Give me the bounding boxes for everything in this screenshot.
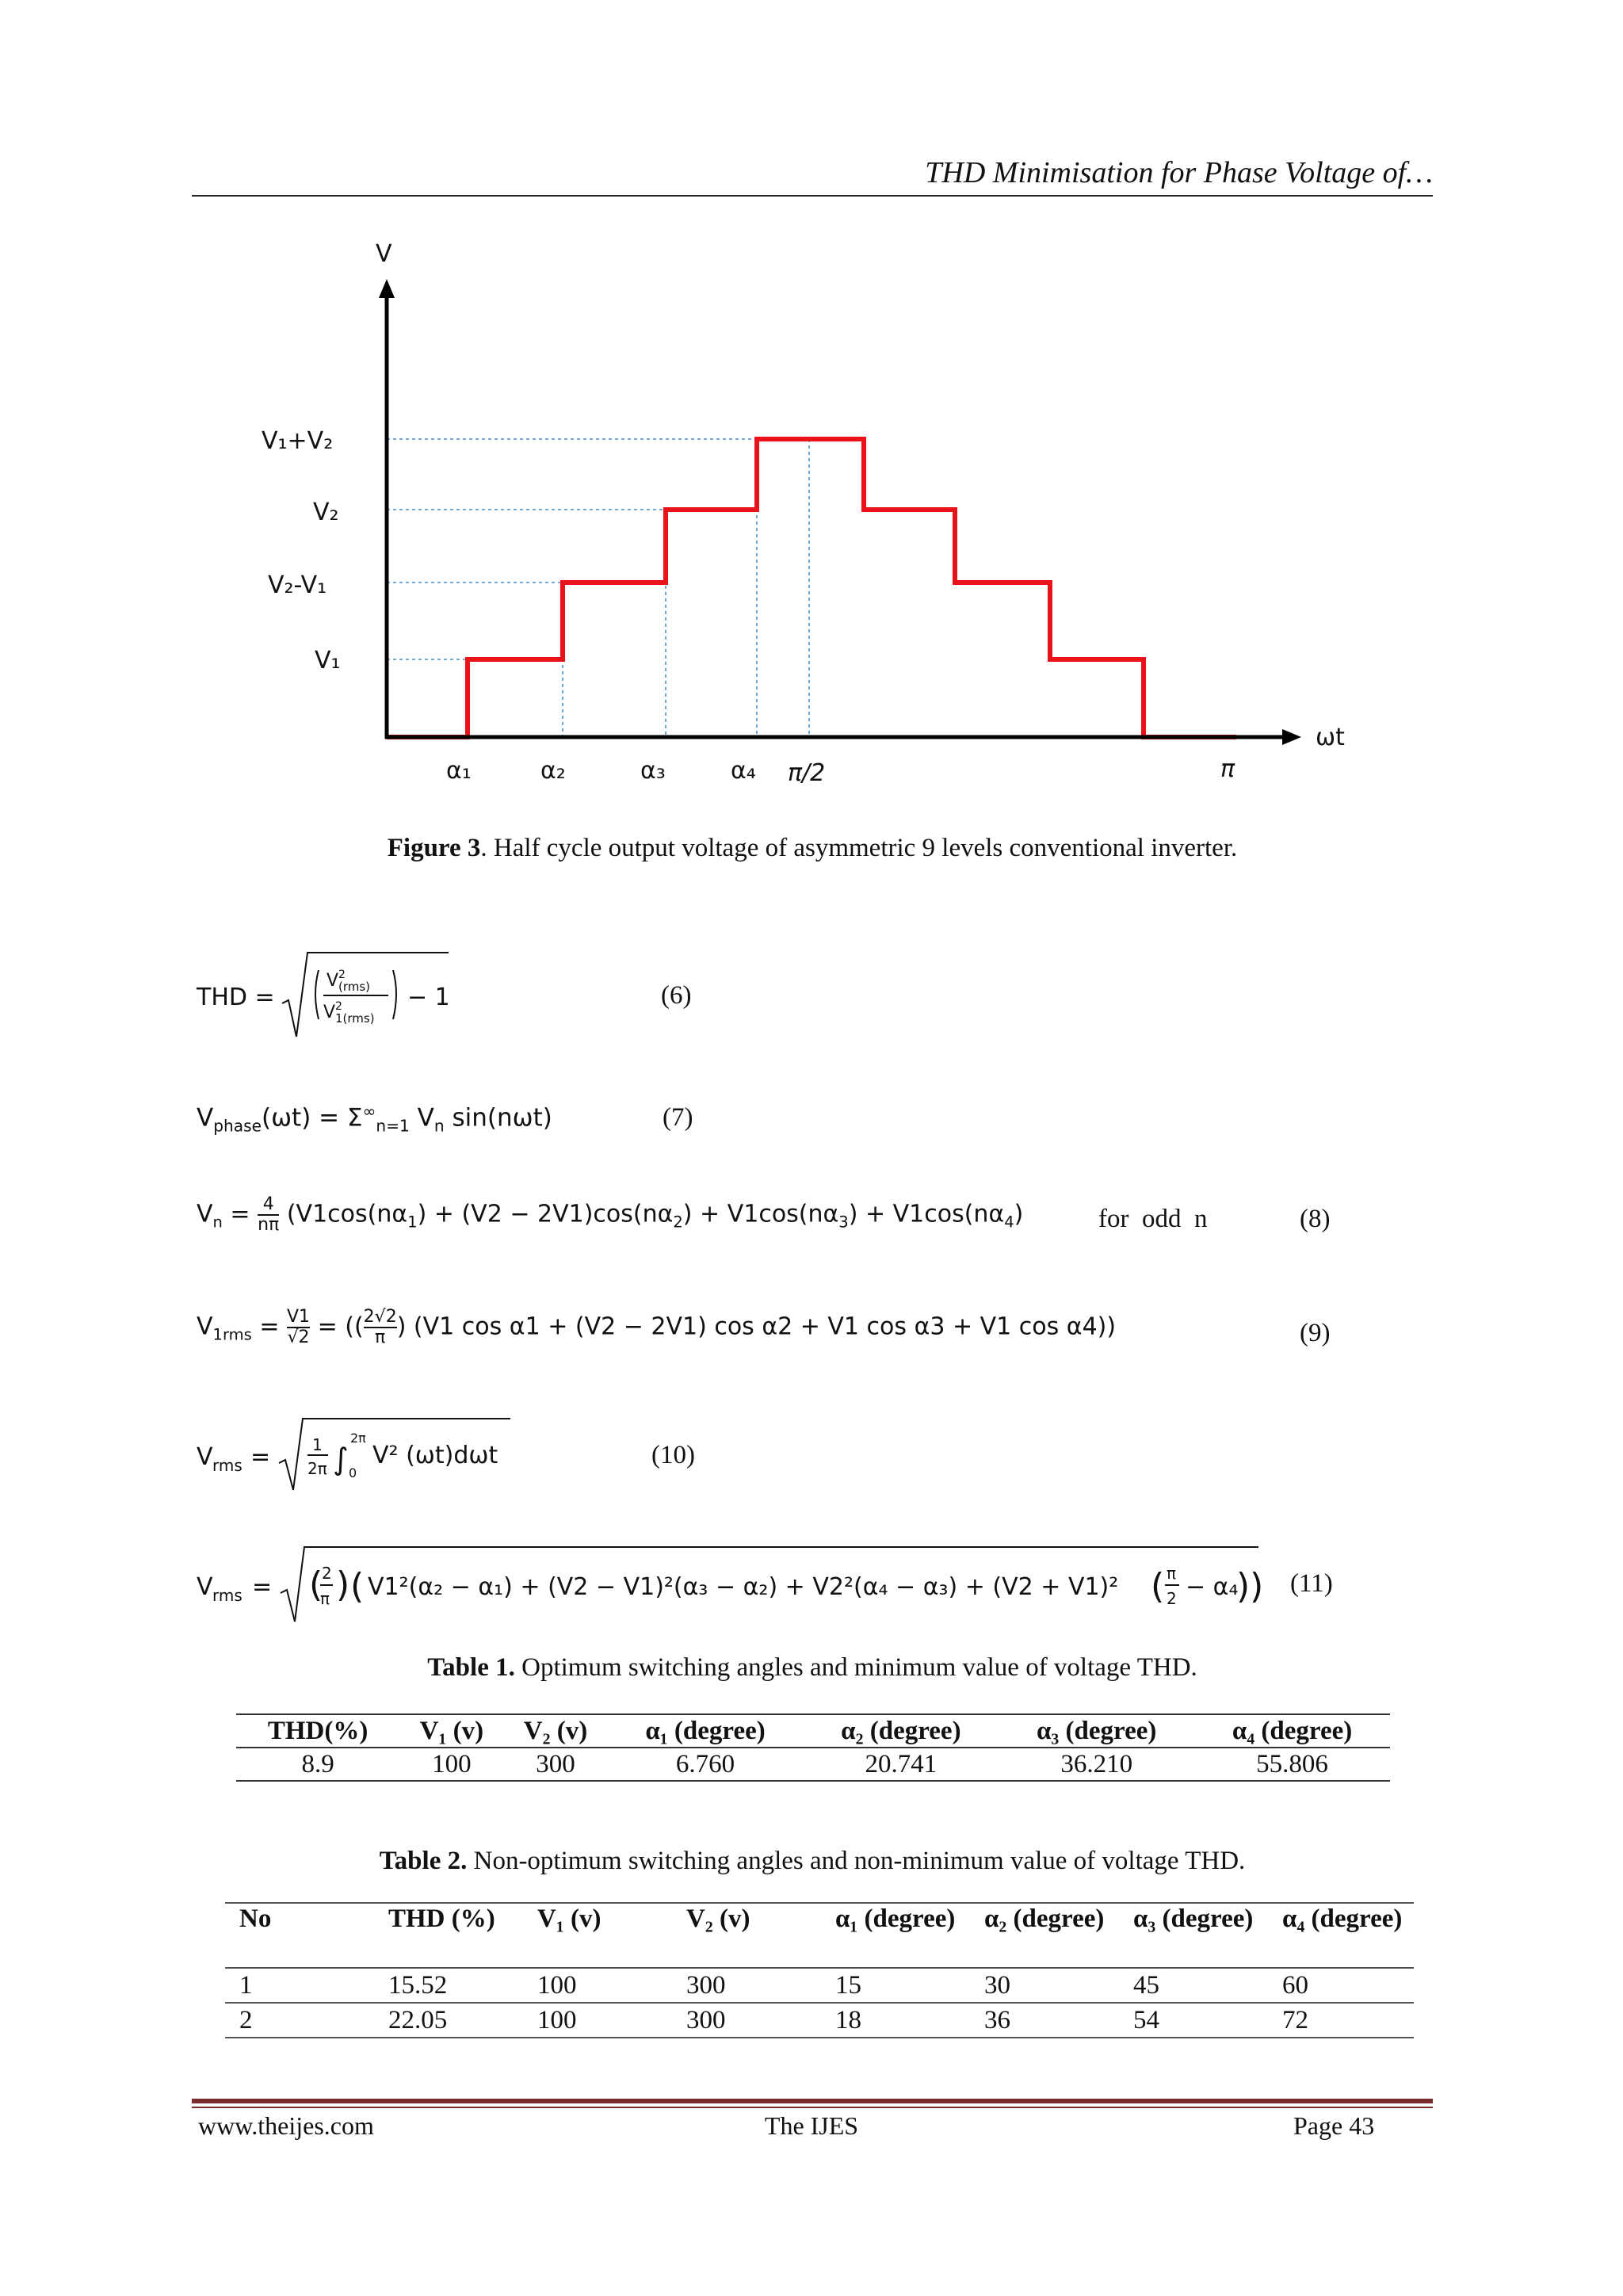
equation-10-vrms-integral xyxy=(193,1414,526,1496)
svg-text:∫: ∫ xyxy=(333,1442,349,1477)
svg-text:2: 2 xyxy=(1167,1589,1177,1608)
footer-website: www.theijes.com xyxy=(198,2111,374,2140)
table-1-caption xyxy=(192,1653,1433,1683)
table-2-cell: 100 xyxy=(523,1968,672,2003)
svg-text:THD =: THD = xyxy=(197,984,275,1011)
table-2-caption-label: Table 2. xyxy=(379,1847,468,1875)
table-1-header-alpha1: α₁ (degree) xyxy=(608,1714,804,1748)
table-2-header-v1: V₁ (v) xyxy=(523,1903,672,1968)
svg-text:0: 0 xyxy=(349,1465,357,1480)
table-2-cell: 300 xyxy=(672,1968,821,2003)
table-2-header-alpha1: α₁ (degree) xyxy=(821,1903,970,1968)
axes xyxy=(379,279,1301,745)
table-2-header-alpha2: α₂ (degree) xyxy=(970,1903,1119,1968)
tick-alpha1: α₁ xyxy=(446,757,472,785)
table-2-cell: 15 xyxy=(821,1968,970,2003)
svg-text:V: V xyxy=(197,1573,213,1601)
svg-text:rms: rms xyxy=(212,1456,242,1475)
y-axis-arrow xyxy=(379,279,395,298)
table-1-cell: 300 xyxy=(536,1749,575,1778)
svg-text:2: 2 xyxy=(335,1000,342,1013)
table-2-cell: 2 xyxy=(225,2003,374,2038)
table-2-cell: 100 xyxy=(523,2003,672,2038)
table-1-cell: 100 xyxy=(432,1749,472,1778)
table-2-cell: 22.05 xyxy=(374,2003,523,2038)
svg-text:π: π xyxy=(320,1589,330,1608)
svg-text:V: V xyxy=(197,1443,213,1471)
figure-3-caption-label: Figure 3 xyxy=(387,834,481,862)
table-1-caption-label: Table 1. xyxy=(427,1653,515,1682)
table-2-cell: 72 xyxy=(1268,2003,1414,2038)
table-2-header-alpha3: α₃ (degree) xyxy=(1119,1903,1268,1968)
svg-text:): ) xyxy=(336,1564,350,1605)
tick-pi-over-2: π/2 xyxy=(788,759,826,787)
table-2-non-optimum-angles xyxy=(225,1902,1414,2038)
tick-alpha2: α₂ xyxy=(540,757,566,785)
table-1-header-alpha2: α₂ (degree) xyxy=(803,1714,999,1748)
table-2-cell: 36 xyxy=(970,2003,1119,2038)
table-2-cell: 15.52 xyxy=(374,1968,523,2003)
table-2-caption xyxy=(192,1847,1433,1876)
tick-pi: π xyxy=(1220,755,1235,783)
table-1-optimum-angles xyxy=(236,1713,1390,1782)
svg-text:2: 2 xyxy=(322,1564,332,1583)
figure-3-caption-text: . Half cycle output voltage of asymmetric 9 levels conventional inverter. xyxy=(480,834,1238,862)
svg-text:1(rms): 1(rms) xyxy=(335,1011,375,1026)
table-2-cell: 300 xyxy=(672,2003,821,2038)
equation-9-number: (9) xyxy=(1300,1319,1331,1347)
equation-7-phase-voltage: $V_{phase}(\omega t) = \Sigma^\infty_{n=1}$ $V_n$ sin(nωt) xyxy=(197,1102,552,1136)
table-2-header-v2: V₂ (v) xyxy=(672,1903,821,1968)
svg-text:2π: 2π xyxy=(350,1431,366,1446)
footer-journal: The IJES xyxy=(764,2111,859,2140)
svg-text:)): )) xyxy=(1236,1566,1264,1606)
footer-page-number: Page 43 xyxy=(1293,2111,1375,2140)
table-1-header-v2: V₂ (v) xyxy=(503,1714,607,1748)
table-1-header-alpha4: α₄ (degree) xyxy=(1194,1714,1390,1748)
table-2-cell: 18 xyxy=(821,2003,970,2038)
equation-11-vrms-expanded xyxy=(193,1542,1268,1626)
table-1-header-row xyxy=(236,1714,1390,1748)
svg-text:π: π xyxy=(1167,1564,1177,1583)
svg-text:V² (ωt)dωt: V² (ωt)dωt xyxy=(372,1442,498,1469)
equation-11-number: (11) xyxy=(1290,1569,1333,1598)
table-2-cell: 30 xyxy=(970,1968,1119,2003)
svg-text:− α₄: − α₄ xyxy=(1186,1573,1239,1601)
table-1-cell: 20.741 xyxy=(865,1749,938,1778)
table-1-cell: 8.9 xyxy=(301,1749,334,1778)
table-2-cell: 1 xyxy=(225,1968,374,2003)
footer-rule-thin xyxy=(192,2107,1433,2108)
y-axis-label: V xyxy=(376,240,392,268)
level-label-v2-minus-v1: V₂-V₁ xyxy=(268,571,327,599)
level-label-v2: V₂ xyxy=(313,499,339,526)
svg-text:2: 2 xyxy=(338,968,346,981)
equation-8-number: (8) xyxy=(1300,1205,1331,1233)
running-header: THD Minimisation for Phase Voltage of… xyxy=(925,156,1433,189)
svg-text:=: = xyxy=(250,1443,271,1471)
table-row xyxy=(225,1968,1414,2003)
equation-7-number: (7) xyxy=(663,1103,693,1132)
footer-rule-thick xyxy=(192,2099,1433,2103)
svg-text:(: ( xyxy=(350,1566,365,1606)
table-1-header-v1: V₁ (v) xyxy=(399,1714,503,1748)
equation-6-thd-formula xyxy=(193,948,463,1045)
table-1-cell: 55.806 xyxy=(1256,1749,1328,1778)
equation-8-condition: for odd n xyxy=(1098,1205,1208,1233)
table-2-header-alpha4: α₄ (degree) xyxy=(1268,1903,1414,1968)
svg-text:(: ( xyxy=(309,1564,323,1605)
table-2-cell: 45 xyxy=(1119,1968,1268,2003)
svg-text:=: = xyxy=(252,1573,273,1601)
level-label-v1: V₁ xyxy=(315,647,341,674)
table-1-cell: 36.210 xyxy=(1060,1749,1133,1778)
tick-alpha4: α₄ xyxy=(731,757,756,785)
table-2-caption-text: Non-optimum switching angles and non-minimum value of voltage THD. xyxy=(467,1847,1246,1875)
svg-text:rms: rms xyxy=(212,1586,242,1605)
equation-9-v1rms-formula: $V_{1rms}$ = $\frac{V1}{√2}$ = (( $\frac{2√2}{\pi}$ ) (V1 cos α1 + (V2 − 2V1) cos α2 + V1 cos α3 + V1 cos α4)) xyxy=(197,1307,1117,1347)
header-rule xyxy=(192,195,1433,197)
voltage-waveform xyxy=(387,439,1236,737)
svg-text:− 1: − 1 xyxy=(407,984,450,1011)
table-2-header-row xyxy=(225,1903,1414,1968)
table-row xyxy=(236,1748,1390,1781)
svg-text:1: 1 xyxy=(312,1435,323,1454)
level-label-v1-plus-v2: V₁+V₂ xyxy=(262,427,334,455)
svg-text:V: V xyxy=(323,1003,336,1022)
tick-alpha3: α₃ xyxy=(640,757,666,785)
svg-text:V: V xyxy=(327,971,339,991)
table-2-cell: 54 xyxy=(1119,2003,1268,2038)
figure-3-caption xyxy=(192,834,1433,863)
figure-3-staircase-waveform xyxy=(238,230,1395,832)
svg-text:2π: 2π xyxy=(307,1459,327,1478)
table-1-header-thd: THD(%) xyxy=(236,1714,399,1748)
table-row xyxy=(225,2003,1414,2038)
table-1-header-alpha3: α₃ (degree) xyxy=(999,1714,1194,1748)
table-2-header-no: No xyxy=(225,1903,374,1968)
svg-text:(rms): (rms) xyxy=(338,980,371,994)
equation-6-number: (6) xyxy=(661,981,692,1010)
table-2-cell: 60 xyxy=(1268,1968,1414,2003)
x-axis-arrow xyxy=(1282,729,1301,745)
table-2-header-thd: THD (%) xyxy=(374,1903,523,1968)
svg-text:(: ( xyxy=(1151,1566,1165,1606)
x-axis-label: ωt xyxy=(1316,724,1345,751)
table-1-caption-text: Optimum switching angles and minimum value of voltage THD. xyxy=(514,1653,1197,1682)
table-1-cell: 6.760 xyxy=(675,1749,735,1778)
svg-text:V1²(α₂ − α₁) + (V2 − V1)²(α₃ −: V1²(α₂ − α₁) + (V2 − V1)²(α₃ − α₂) + V2²(α₄ − α₃) + (V2 + V1)² xyxy=(368,1573,1119,1601)
equation-10-number: (10) xyxy=(651,1441,695,1469)
equation-8-vn-formula: $V_n$ = $\frac{4}{n\pi}$ ($V1\cos(n\alpha_1) + (V2 - 2V1)\cos(n\alpha_2) + V1\cos(n\alpha_3) + V1\cos(n\alpha_4)$ xyxy=(197,1194,1024,1235)
